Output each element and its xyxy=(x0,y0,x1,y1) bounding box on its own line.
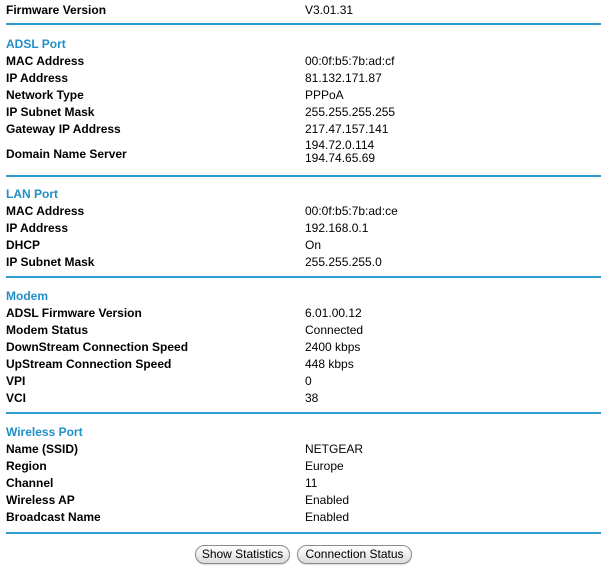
field-value: 81.132.171.87 xyxy=(305,71,382,85)
dns-values xyxy=(305,139,375,165)
lan-port-heading: LAN Port xyxy=(6,187,58,201)
field-value: PPPoA xyxy=(305,88,344,102)
field-label: IP Subnet Mask xyxy=(6,255,95,269)
field-value: 2400 kbps xyxy=(305,340,361,354)
wireless-port-heading: Wireless Port xyxy=(6,425,83,439)
wireless-ap-row xyxy=(0,492,603,509)
field-label: UpStream Connection Speed xyxy=(6,357,172,371)
field-value: 0 xyxy=(305,374,312,388)
field-label: Gateway IP Address xyxy=(6,122,121,136)
wireless-broadcast-row xyxy=(0,509,603,526)
field-label: Wireless AP xyxy=(6,493,75,507)
separator xyxy=(6,276,601,278)
modem-downstream-row xyxy=(0,339,603,356)
field-value: On xyxy=(305,238,322,252)
separator xyxy=(6,23,601,25)
field-label: ADSL Firmware Version xyxy=(6,306,142,320)
field-value: Enabled xyxy=(305,493,350,507)
field-label: IP Address xyxy=(6,221,69,235)
lan-ip-row xyxy=(0,220,603,237)
lan-mac-row xyxy=(0,203,603,220)
field-value: Connected xyxy=(305,323,364,337)
field-label: Name (SSID) xyxy=(6,442,79,456)
modem-vci-row xyxy=(0,390,603,407)
field-label: DHCP xyxy=(6,238,41,252)
modem-vpi-row xyxy=(0,373,603,390)
separator xyxy=(6,412,601,414)
field-label: VCI xyxy=(6,391,27,405)
separator xyxy=(6,532,601,534)
field-value: 00:0f:b5:7b:ad:cf xyxy=(305,54,395,68)
field-value: 6.01.00.12 xyxy=(305,306,362,320)
field-label: MAC Address xyxy=(6,54,85,68)
firmware-version-row xyxy=(0,2,603,19)
adsl-subnet-row xyxy=(0,104,603,121)
adsl-mac-row xyxy=(0,53,603,70)
adsl-ip-row xyxy=(0,70,603,87)
field-value: 217.47.157.141 xyxy=(305,122,389,136)
firmware-version-value: V3.01.31 xyxy=(305,3,354,17)
separator xyxy=(6,175,601,177)
wireless-channel-row xyxy=(0,475,603,492)
lan-dhcp-row xyxy=(0,237,603,254)
field-value: NETGEAR xyxy=(305,442,364,456)
adsl-dns-row xyxy=(0,139,603,169)
field-label: Network Type xyxy=(6,88,84,102)
dns-primary: 194.72.0.114 xyxy=(305,138,375,152)
modem-heading: Modem xyxy=(6,289,48,303)
field-label: Modem Status xyxy=(6,323,89,337)
field-value: 192.168.0.1 xyxy=(305,221,369,235)
lan-subnet-row xyxy=(0,254,603,271)
field-label: Region xyxy=(6,459,47,473)
field-label: IP Subnet Mask xyxy=(6,105,95,119)
field-label: DownStream Connection Speed xyxy=(6,340,189,354)
field-value: 38 xyxy=(305,391,319,405)
field-value: 11 xyxy=(305,476,318,490)
wireless-region-row xyxy=(0,458,603,475)
field-value: 448 kbps xyxy=(305,357,354,371)
field-label: Broadcast Name xyxy=(6,510,101,524)
wireless-ssid-row xyxy=(0,441,603,458)
dns-secondary: 194.74.65.69 xyxy=(305,151,376,165)
field-label: Domain Name Server xyxy=(6,147,127,161)
adsl-port-heading: ADSL Port xyxy=(6,37,66,51)
connection-status-button[interactable]: Connection Status xyxy=(297,545,412,564)
field-label: IP Address xyxy=(6,71,69,85)
modem-firmware-row xyxy=(0,305,603,322)
show-statistics-button[interactable]: Show Statistics xyxy=(195,545,290,564)
modem-status-row xyxy=(0,322,603,339)
adsl-network-type-row xyxy=(0,87,603,104)
field-value: 255.255.255.255 xyxy=(305,105,396,119)
field-value: 00:0f:b5:7b:ad:ce xyxy=(305,204,398,218)
field-value: Europe xyxy=(305,459,344,473)
adsl-gateway-row xyxy=(0,121,603,138)
field-value: 255.255.255.0 xyxy=(305,255,382,269)
field-label: MAC Address xyxy=(6,204,85,218)
field-label: VPI xyxy=(6,374,26,388)
modem-upstream-row xyxy=(0,356,603,373)
firmware-version-label: Firmware Version xyxy=(6,3,107,17)
field-value: Enabled xyxy=(305,510,350,524)
field-label: Channel xyxy=(6,476,54,490)
